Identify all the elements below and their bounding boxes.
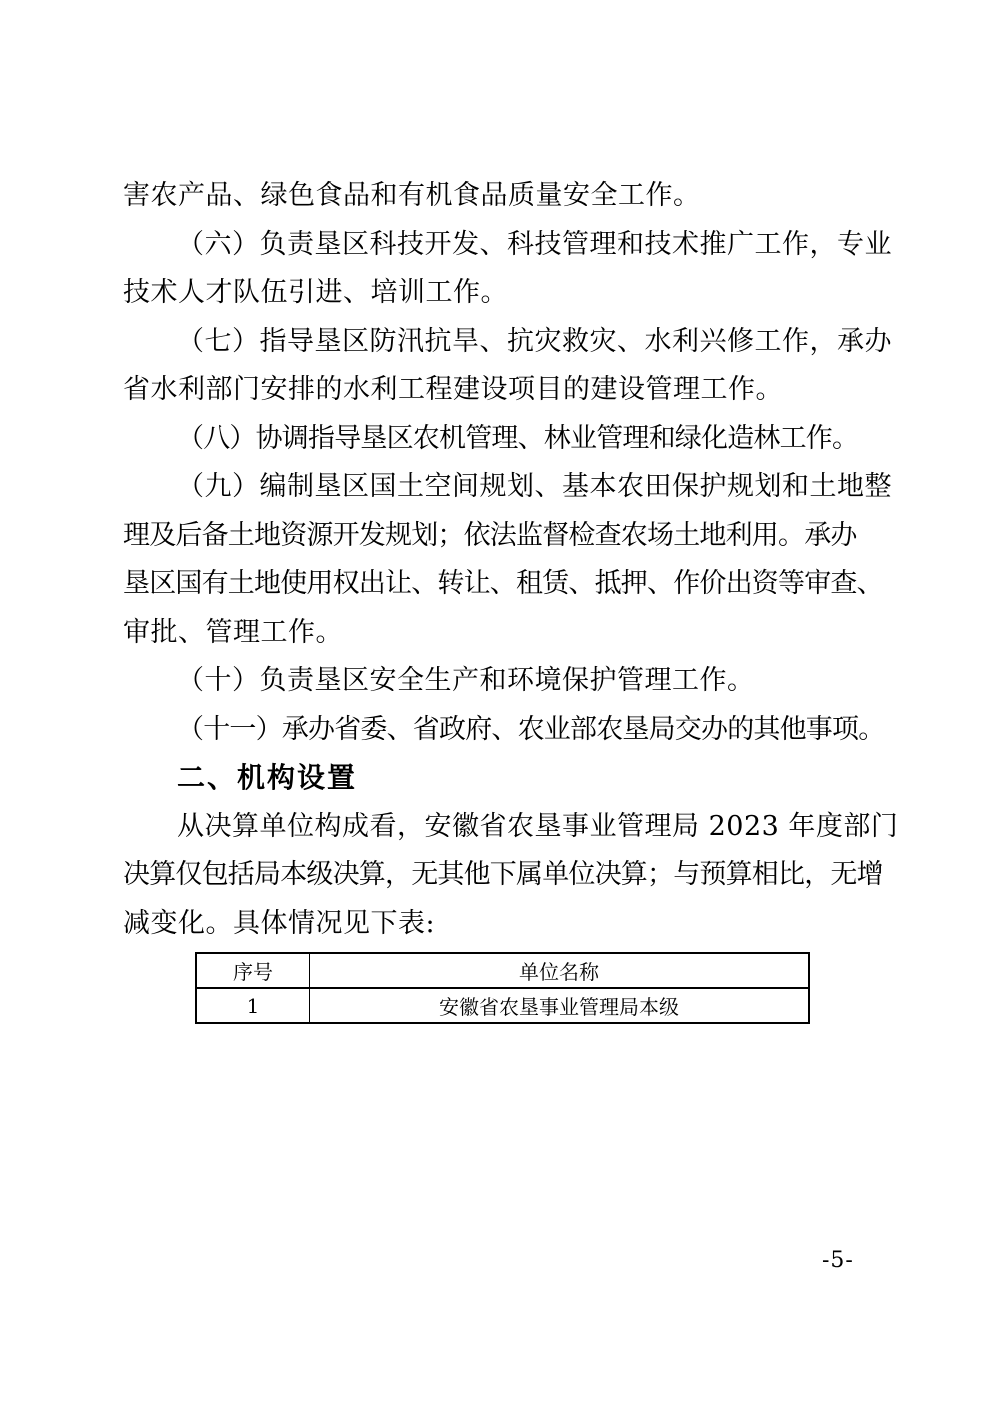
table-cell-seq: 1 <box>196 988 310 1023</box>
table-header-seq: 序号 <box>196 953 310 988</box>
table-header-unit-name: 单位名称 <box>310 953 810 988</box>
body-line: 减变化。具体情况见下表: <box>123 907 436 939</box>
page-number: -5- <box>822 1248 854 1273</box>
body-line: 审批、管理工作。 <box>123 616 343 648</box>
document-body <box>123 172 899 1024</box>
body-line: （九）编制垦区国土空间规划、基本农田保护规划和土地整 <box>177 471 892 502</box>
table-header-row <box>196 953 809 988</box>
body-line: （六）负责垦区科技开发、科技管理和技术推广工作，专业 <box>177 228 892 260</box>
unit-table <box>195 952 810 1024</box>
body-line: 省水利部门安排的水利工程建设项目的建设管理工作。 <box>123 374 783 405</box>
body-line: 技术人才队伍引进、培训工作。 <box>123 277 508 308</box>
table-row <box>196 988 809 1023</box>
body-line: 理及后备土地资源开发规划；依法监督检查农场土地利用。承办 <box>123 519 857 551</box>
body-line: （八）协调指导垦区农机管理、林业管理和绿化造林工作。 <box>177 422 859 454</box>
body-line: 垦区国有土地使用权出让、转让、租赁、抵押、作价出资等审查、 <box>123 568 883 599</box>
body-line: 害农产品、绿色食品和有机食品质量安全工作。 <box>123 180 701 211</box>
body-line: （十一）承办省委、省政府、农业部农垦局交办的其他事项。 <box>177 713 885 745</box>
body-line: 决算仅包括局本级决算，无其他下属单位决算；与预算相比，无增 <box>123 859 883 890</box>
section-heading: 二、机构设置 <box>177 762 358 793</box>
body-line: （七）指导垦区防汛抗旱、抗灾救灾、水利兴修工作，承办 <box>177 325 892 357</box>
table-cell-unit-name: 安徽省农垦事业管理局本级 <box>310 988 810 1023</box>
body-line: 从决算单位构成看，安徽省农垦事业管理局 2023 年度部门 <box>177 810 899 842</box>
body-line: （十）负责垦区安全生产和环境保护管理工作。 <box>177 665 755 696</box>
